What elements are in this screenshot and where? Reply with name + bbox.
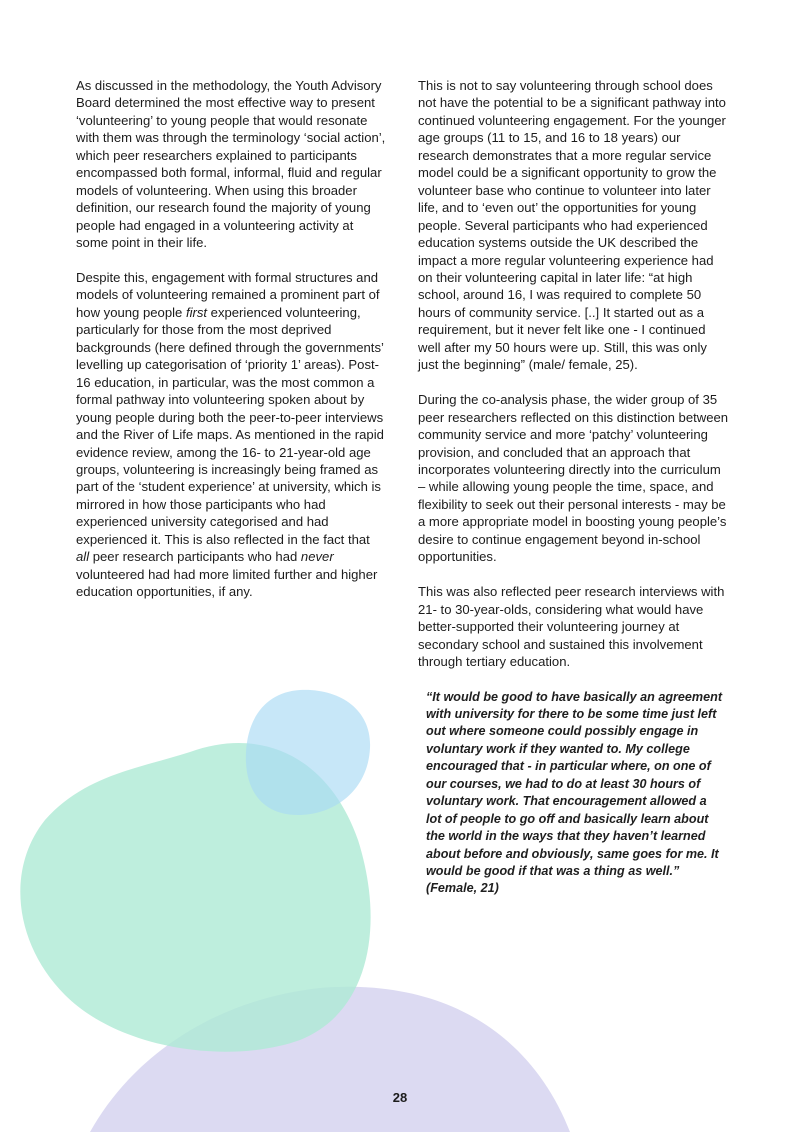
right-paragraph-3: This was also reflected peer research interviews with 21- to 30-year-olds, considering what would have better-supported their volunteering journey at secondary school and sustained this involvement through tertiary education.: [418, 584, 725, 670]
emphasis-never: never: [300, 549, 334, 565]
participant-quote: “It would be good to have basically an agreement with university for there to be some time just left out where someone could possibly engage in voluntary work if they wanted to. My college encouraged that - in particular where, on one of our courses, we had to do at least 30 hours of voluntary work. That encouragement allowed a lot of people to go off and basically learn about the world in the ways that they haven’t learned about before and obviously, same goes for me. It would be good if that was a thing as well.” (Female, 21): [426, 689, 723, 896]
blue-blob: [246, 690, 370, 815]
page-number: 28: [392, 1090, 408, 1105]
right-column: [418, 77, 730, 898]
right-paragraph-2: During the co-analysis phase, the wider group of 35 peer researchers reflected on this distinction between community service and more ‘patchy’ volunteering provision, and concluded that an approach that incorporates volunteering directly into the curriculum – while allowing young people the time, space, and flexibility to seek out their personal interests - may be a more appropriate model in boosting young people’s desire to continue engagement beyond in-school opportunities.: [418, 392, 729, 565]
left-paragraph-1: As discussed in the methodology, the Youth Advisory Board determined the most effective way to present ‘volunteering’ to young people that would resonate with them was through the terminology ‘social action’, which peer researchers explained to participants encompassed both formal, informal, fluid and regular models of volunteering. When using this broader definition, our research found the majority of young people had engaged in a volunteering activity at some point in their life.: [76, 78, 386, 251]
left-column: [76, 77, 386, 618]
left-paragraph-2: Despite this, engagement with formal structures and models of volunteering remained a prominent part of how young people first experienced volunteering, particularly for those from the most deprived backgrounds (here defined through the governments’ levelling up categorisation of ‘priority 1’ areas). Post-16 education, in particular, was the most common a formal pathway into volunteering spoken about by young people during both the peer-to-peer interviews and the River of Life maps. As mentioned in the rapid evidence review, among the 16- to 21-year-old age groups, volunteering is increasingly being framed as part of the ‘student experience’ at university, which is mirrored in how those participants who had experienced university categorised and had experienced it. This is also reflected in the fact that all peer research participants who had never volunteered had had more limited further and higher education opportunities, if any.: [76, 270, 384, 600]
right-paragraph-1: This is not to say volunteering through school does not have the potential to be a significant pathway into continued volunteering engagement. For the younger age groups (11 to 15, and 16 to 18 years) our research demonstrates that a more regular service model could be a significant opportunity to grow the volunteer base who continue to volunteer into later life, and to ‘even out’ the opportunities for young people. Several participants who had experienced education systems outside the UK described the impact a more regular volunteering experience had on their volunteering capital in later life: “at high school, around 16, I was required to complete 50 hours of community service. [..] It started out as a requirement, but it never felt like one - I continued well after my 50 hours were up. Still, this was only just the beginning” (male/ female, 25).: [418, 78, 726, 373]
emphasis-all: all: [76, 549, 90, 565]
emphasis-first: first: [185, 304, 208, 320]
